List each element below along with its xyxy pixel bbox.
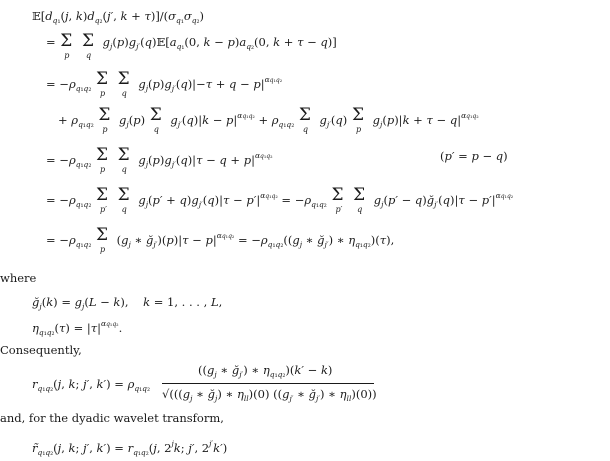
derivation-line-2: = $-\rho_{q_1q_2}$ Σ p Σ q $g_j(p)g_{j'}(q)|-\tau + q - p|^{\alpha q_1q_2}$	[46, 69, 283, 98]
derivation-line-6: = $-\rho_{q_1q_2}$ Σ p ($g_j$ ∗ $ğ_{j'})(p)|\tau - p|^{\alpha q_1q_2} = -\rho_{q_1q_2}((g_j$ ∗ $ğ_{j'}$) ∗ $\eta_{q_1q_2})(\tau)$,	[46, 225, 395, 254]
substitution-note: (p′ = p − q)	[440, 149, 508, 163]
definition-g-breve: $ğ_j(k) = g_j(L - k)$, k = 1, . . . , L,	[32, 295, 223, 311]
derivation-line-0: $𝔼[d_{q_1}(j$, $k)d_{q_2}(j'$, $k + \tau)]/(\sigma_{q_1}\sigma_{q_2})$	[32, 9, 205, 25]
correlation-numerator: (($g_j$ ∗ $ğ_{j'}$) ∗ $\eta_{q_1q_2})(k' - k)$	[198, 363, 333, 379]
dyadic-text: and, for the dyadic wavelet transform,	[0, 411, 224, 425]
derivation-line-3: + $\rho_{q_1q_2}$ Σ p $g_j(p)$ Σ q $g_{j'}(q)|k - p|^{\alpha q_1q_2} + \rho_{q_1q_2}$ Σ q $g_{j'}(q)$ Σ p $g_j(p)|k + \tau - q|^{\alpha q_1q_2}$	[58, 105, 479, 134]
where-text: where	[0, 271, 37, 285]
fraction-bar	[162, 383, 374, 384]
correlation-denominator: $√(((g_j$ ∗ $ğ_j$) ∗ $\eta_{ll})(0)$ (($g_{j'}$ ∗ $ğ_{j'}$) ∗ $\eta_{ll})(0)$)	[162, 387, 377, 403]
dyadic-equation: $r̃_{q_1q_2}(j$, k; j′, $k') = r_{q_1q_2}(j$, 2$^j$k; j′, $2^{j'}k'$)	[32, 439, 228, 457]
derivation-line-1: = Σ p Σ q $g_j(p)g_{j'}(q)𝔼[a_{q_1}(0$, $k - p)a_{q_2}(0$, k + τ − q)]	[46, 31, 337, 60]
derivation-line-4: = $-\rho_{q_1q_2}$ Σ p Σ q $g_j(p)g_{j'}(q)|\tau - q + p|^{\alpha q_1q_2}$	[46, 145, 273, 174]
correlation-lhs: $r_{q_1q_2}(j$, k; j′, $k') = \rho_{q_1q_2}$	[32, 377, 150, 393]
definition-eta: $\eta_{q_1q_2}(\tau) = |\tau|^{\alpha q_1q_2}$.	[32, 319, 123, 337]
derivation-line-5: = $-\rho_{q_1q_2}$ Σ p′ Σ q $g_j(p' + q)g_{j'}(q)|\tau - p'|^{\alpha q_1q_2} = -\rho_{q_1q_2}$ Σ p′ Σ q $g_j(p'$ − $q)ğ_{j'}(q)|\tau - p'|^{\alpha q_1q_2}$	[46, 185, 514, 214]
consequently-text: Consequently,	[0, 343, 82, 357]
